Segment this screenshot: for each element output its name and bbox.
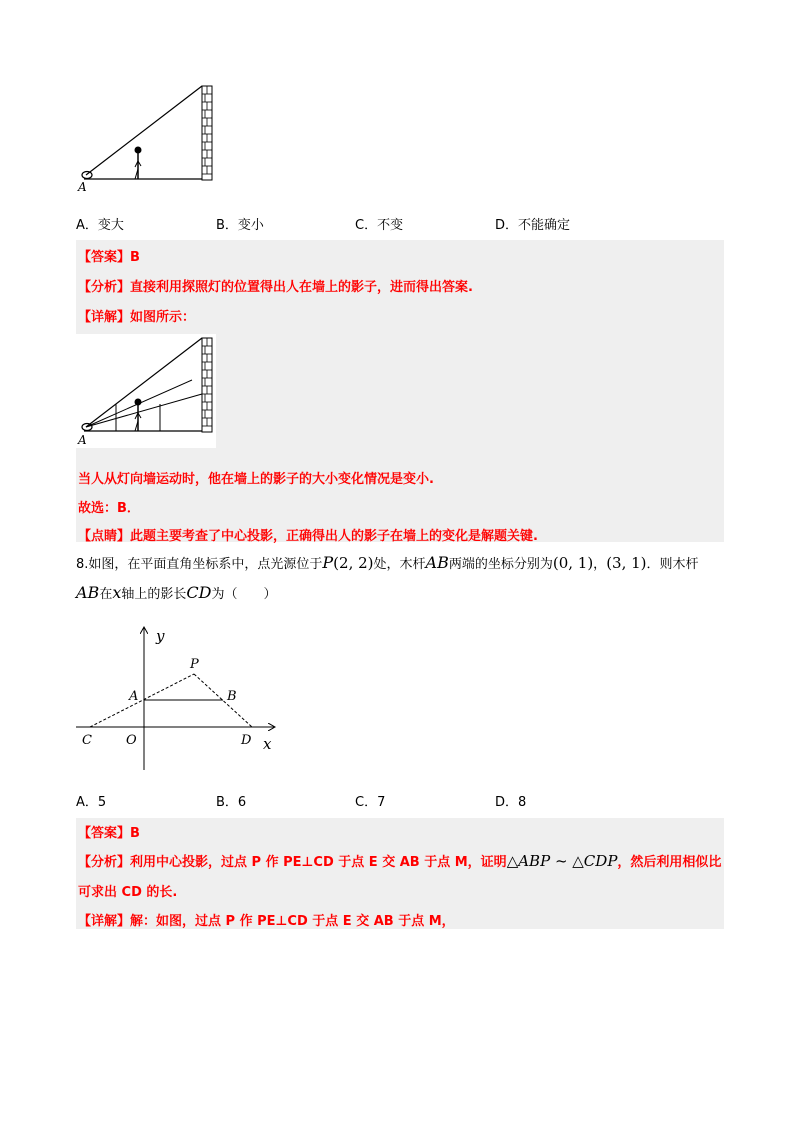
q7-choose: 故选：B． (78, 501, 140, 516)
q8-option-b[interactable]: B．6 (216, 795, 247, 810)
q7-option-a[interactable]: A．变大 (76, 218, 124, 233)
q7-comment: 【点睛】此题主要考查了中心投影，正确得出人的影子在墙上的变化是解题关键. (78, 529, 538, 544)
lamp-icon (82, 172, 92, 179)
coordinate-figure (76, 620, 286, 772)
q8-line-1: 8.如图，在平面直角坐标系中，点光源位于P(2, 2)处，木杆AB两端的坐标分别为(0, 1)，(3, 1)．则木杆 (76, 553, 699, 572)
label-c: C (82, 733, 92, 748)
label-a: A (129, 689, 139, 704)
q7-analysis: 【分析】直接利用探照灯的位置得出人在墙上的影子，进而得出答案. (78, 280, 473, 295)
q7-option-d[interactable]: D．不能确定 (495, 218, 571, 233)
q8-analysis-line-2: 可求出 CD 的长. (78, 885, 178, 900)
q8-option-a[interactable]: A．5 (76, 795, 107, 810)
q7-detail: 【详解】如图所示： (78, 310, 196, 325)
q7-conclusion: 当人从灯向墙运动时，他在墙上的影子的大小变化情况是变小. (78, 472, 434, 487)
q7-answer: 【答案】B (78, 250, 140, 265)
q7-option-b[interactable]: B．变小 (216, 218, 264, 233)
q8-answer: 【答案】B (78, 826, 140, 841)
label-o: O (126, 733, 137, 748)
label-y: y (156, 627, 165, 645)
q7-option-c[interactable]: C．不变 (355, 218, 404, 233)
label-b: B (227, 689, 237, 704)
q8-detail: 【详解】解：如图，过点 P 作 PE⊥CD 于点 E 交 AB 于点 M， (78, 914, 455, 929)
q8-option-d[interactable]: D．8 (495, 795, 527, 810)
q8-analysis: 【分析】利用中心投影，过点 P 作 PE⊥CD 于点 E 交 AB 于点 M，证明△ABP ~ △CDP，然后利用相似比 (78, 852, 722, 870)
q8-line-2: AB在x轴上的影长CD为（ ） (76, 583, 277, 602)
q8-option-c[interactable]: C．7 (355, 795, 386, 810)
figure-label-a: A (78, 180, 87, 194)
label-x: x (263, 735, 272, 753)
lamp-wall-figure (76, 82, 216, 194)
label-p: P (190, 657, 199, 672)
figure-label-a: A (78, 433, 87, 447)
label-d: D (241, 733, 252, 748)
lamp-wall-detail-figure (76, 334, 216, 448)
